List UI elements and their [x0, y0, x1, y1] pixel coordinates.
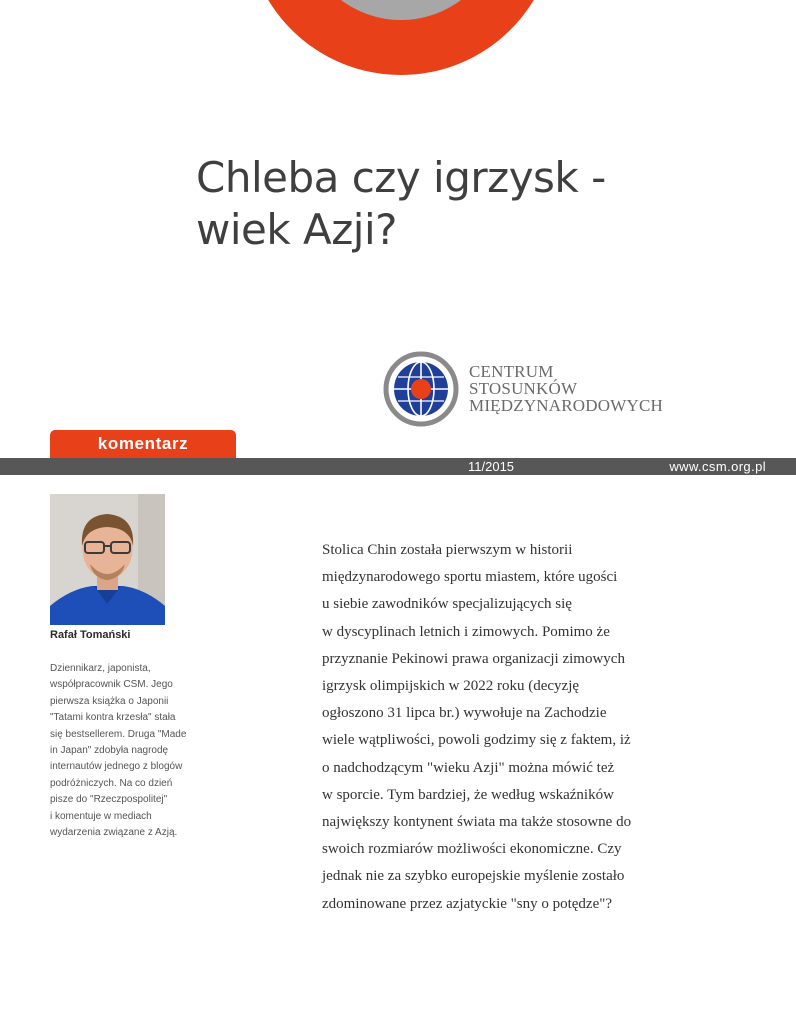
bio-line: podróżniczych. Na co dzień	[50, 777, 173, 789]
category-tab: komentarz	[50, 430, 236, 458]
author-bio	[50, 661, 200, 841]
lead-line: w sporcie. Tym bardziej, że według wskaźników	[322, 786, 614, 803]
site-url-link[interactable]: www.csm.org.pl	[669, 459, 766, 474]
lead-line: międzynarodowego sportu miastem, które ugości	[322, 569, 618, 586]
decorative-arc	[208, 0, 594, 76]
meta-bar	[0, 458, 796, 475]
lead-line: jednak nie za szybko europejskie myślenie zostało	[322, 868, 625, 885]
bio-line: "Tatami kontra krzesła" stała	[50, 712, 176, 724]
issue-number: 11/2015	[468, 459, 515, 474]
lead-line: ogłoszono 31 lipca br.) wywołuje na Zachodzie	[322, 705, 607, 722]
lead-line: o nadchodzącym "wieku Azji" można mówić też	[322, 759, 615, 776]
logo-text-line: CENTRUM	[469, 362, 554, 381]
author-photo	[50, 494, 165, 625]
logo-text-line: MIĘDZYNARODOWYCH	[469, 396, 663, 415]
lead-line: igrzysk olimpijskich w 2022 roku (decyzję	[322, 678, 580, 695]
bio-line: wydarzenia związane z Azją.	[50, 827, 178, 839]
lead-line: w dyscyplinach letnich i zimowych. Pomimo że	[322, 623, 610, 640]
bio-line: i komentuje w mediach	[50, 810, 152, 822]
author-name: Rafał Tomański	[50, 629, 131, 641]
lead-line: Stolica Chin została pierwszym w historii	[322, 542, 573, 558]
lead-paragraph	[322, 537, 652, 918]
csm-logo	[383, 351, 663, 431]
bio-line: pisze do "Rzeczpospolitej"	[50, 794, 168, 806]
bio-line: Dziennikarz, japonista,	[50, 663, 151, 674]
lead-line: wiele wątpliwości, powoli godzimy się z faktem, iż	[322, 732, 631, 749]
title-line: wiek Azji?	[196, 205, 397, 254]
bio-line: internautów jednego z blogów	[50, 761, 183, 773]
title-line: Chleba czy igrzysk -	[196, 153, 606, 202]
bio-line: in Japan" zdobyła nagrodę	[50, 745, 169, 757]
logo-wordmark	[469, 363, 663, 414]
lead-line: u siebie zawodników specjalizujących się	[322, 596, 572, 613]
bio-line: pierwsza książka o Japonii	[50, 695, 169, 707]
lead-line: zdominowane przez azjatyckie "sny o potędze"?	[322, 895, 613, 912]
bio-line: współpracownik CSM. Jego	[50, 679, 173, 691]
bio-line: się bestsellerem. Druga "Made	[50, 728, 187, 740]
globe-logo-icon	[383, 351, 459, 427]
lead-line: przyznanie Pekinowi prawa organizacji zimowych	[322, 650, 625, 667]
page-title	[196, 152, 756, 256]
logo-text-line: STOSUNKÓW	[469, 379, 578, 398]
lead-line: swoich rozmiarów możliwości ekonomiczne. Czy	[322, 841, 622, 858]
lead-line: największy kontynent świata ma także stosowne do	[322, 814, 632, 831]
